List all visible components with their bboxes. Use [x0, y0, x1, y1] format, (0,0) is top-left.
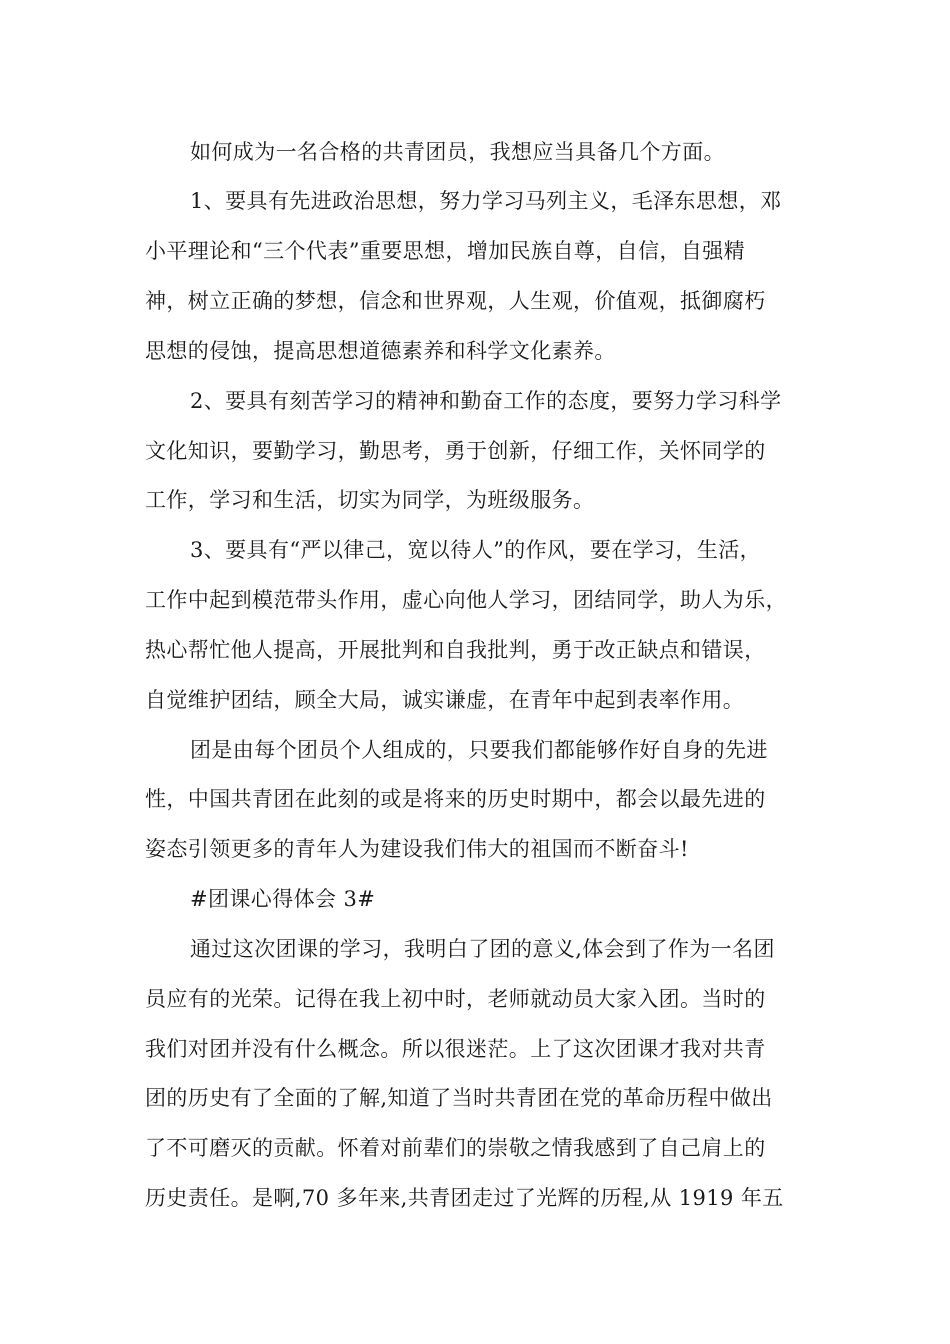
- point-2-line: 文化知识，要勤学习，勤思考，勇于创新，仔细工作，关怀同学的: [145, 439, 766, 463]
- point-1-line: 1、要具有先进政治思想，努力学习马列主义，毛泽东思想，邓: [190, 189, 782, 213]
- conclusion-line: 团是由每个团员个人组成的，只要我们都能够作好自身的先进: [190, 738, 768, 762]
- conclusion-line: 性，中国共青团在此刻的或是将来的历史时期中，都会以最先进的: [145, 787, 766, 811]
- essay-3-line: 历史责任。是啊,70 多年来,共青团走过了光辉的历程,从 1919 年五: [145, 1186, 784, 1210]
- point-1-line: 小平理论和“三个代表”重要思想，增加民族自尊，自信，自强精: [145, 239, 746, 263]
- essay-3-line: 通过这次团课的学习，我明白了团的意义,体会到了作为一名团: [190, 937, 775, 961]
- section-heading: #团课心得体会 3#: [190, 887, 376, 911]
- essay-3-line: 员应有的光荣。记得在我上初中时，老师就动员大家入团。当时的: [145, 987, 766, 1011]
- essay-3-line: 团的历史有了全面的了解,知道了当时共青团在党的革命历程中做出: [145, 1086, 773, 1110]
- point-2-line: 工作，学习和生活，切实为同学，为班级服务。: [145, 488, 595, 512]
- conclusion-line: 姿态引领更多的青年人为建设我们伟大的祖国而不断奋斗!: [145, 837, 689, 861]
- point-3-line: 热心帮忙他人提高，开展批判和自我批判，勇于改正缺点和错误，: [145, 638, 766, 662]
- point-3-line: 自觉维护团结，顾全大局，诚实谦虚，在青年中起到表率作用。: [145, 688, 745, 712]
- paragraph-intro-line: 如何成为一名合格的共青团员，我想应当具备几个方面。: [190, 140, 725, 164]
- point-1-line: 思想的侵蚀，提高思想道德素养和科学文化素养。: [145, 339, 616, 363]
- essay-3-line: 我们对团并没有什么概念。所以很迷茫。上了这次团课才我对共青: [145, 1037, 766, 1061]
- point-3-line: 工作中起到模范带头作用，虚心向他人学习，团结同学，助人为乐，: [145, 588, 787, 612]
- point-3-line: 3、要具有“严以律己，宽以待人”的作风，要在学习，生活，: [190, 538, 762, 562]
- point-2-line: 2、要具有刻苦学习的精神和勤奋工作的态度，要努力学习科学: [190, 389, 782, 413]
- point-1-line: 神，树立正确的梦想，信念和世界观，人生观，价值观，抵御腐朽: [145, 289, 766, 313]
- essay-3-line: 了不可磨灭的贡献。怀着对前辈们的崇敬之情我感到了自己肩上的: [145, 1136, 766, 1160]
